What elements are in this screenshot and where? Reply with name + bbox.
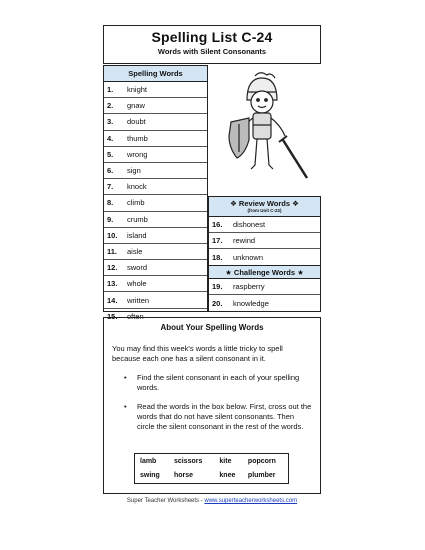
list-item <box>104 82 207 98</box>
item-word: knight <box>127 85 148 95</box>
item-number: 11. <box>107 246 118 256</box>
table-cell: horse <box>173 472 194 480</box>
item-word: rewind <box>233 236 256 245</box>
item-word: island <box>127 230 147 240</box>
list-item <box>209 279 320 295</box>
item-number: 14. <box>107 295 118 305</box>
item-word: often <box>127 312 144 322</box>
review-words-heading <box>209 197 320 217</box>
item-number: 6. <box>107 166 114 176</box>
spelling-words-heading: Spelling Words <box>104 66 207 82</box>
item-word: unknown <box>233 252 264 262</box>
item-word: knowledge <box>233 298 269 308</box>
item-number: 15. <box>107 312 118 322</box>
footer <box>103 498 321 504</box>
list-item <box>104 276 207 292</box>
item-number: 18. <box>212 252 223 262</box>
list-item <box>209 249 320 265</box>
item-number: 19. <box>212 282 223 291</box>
review-words-box <box>208 196 321 312</box>
about-box <box>103 317 321 494</box>
list-item <box>104 228 207 244</box>
item-word: whole <box>127 279 147 289</box>
table-cell: kite <box>219 457 232 465</box>
item-word: dishonest <box>233 220 266 229</box>
bullet-icon: • <box>124 402 127 411</box>
item-word: wrong <box>127 149 148 159</box>
item-word: crumb <box>127 214 148 224</box>
item-word: doubt <box>127 117 146 127</box>
table-cell: lamb <box>140 457 157 465</box>
list-item <box>104 195 207 211</box>
item-number: 1. <box>107 85 114 95</box>
list-item <box>104 292 207 308</box>
list-item <box>209 217 320 233</box>
item-number: 13. <box>107 279 118 289</box>
instruction-text: Find the silent consonant in each of your spelling words. <box>137 373 300 392</box>
item-number: 17. <box>212 236 223 245</box>
item-word: sign <box>127 166 141 176</box>
footer-text: Super Teacher Worksheets - <box>126 498 205 504</box>
table-cell: popcorn <box>247 457 276 465</box>
item-number: 2. <box>107 101 114 111</box>
list-item <box>209 295 320 311</box>
item-number: 12. <box>107 263 118 273</box>
list-item <box>104 147 207 163</box>
list-item <box>104 163 207 179</box>
item-number: 3. <box>107 117 114 127</box>
instruction-item <box>124 373 312 393</box>
item-word: aisle <box>127 246 143 256</box>
footer-link[interactable]: www.superteacherworksheets.com <box>204 498 298 504</box>
table-cell: plumber <box>247 472 276 480</box>
list-item <box>104 260 207 276</box>
word-box-table <box>134 453 289 484</box>
item-number: 9. <box>107 214 114 224</box>
knight-illustration <box>215 70 315 190</box>
list-item <box>104 244 207 260</box>
table-row <box>135 469 289 484</box>
list-item <box>104 179 207 195</box>
bullet-icon: • <box>124 373 127 382</box>
table-cell: scissors <box>173 457 203 465</box>
item-word: sword <box>127 263 148 273</box>
page-title: Spelling List C-24 <box>151 29 273 45</box>
list-item <box>104 131 207 147</box>
table-row <box>135 454 289 469</box>
item-word: written <box>127 295 150 305</box>
table-cell: knee <box>219 472 236 480</box>
list-item <box>104 98 207 114</box>
about-title: About Your Spelling Words <box>160 323 264 332</box>
title-box <box>103 25 321 64</box>
list-item <box>104 212 207 228</box>
item-word: raspberry <box>233 282 265 291</box>
item-word: thumb <box>127 133 148 143</box>
instruction-item <box>124 402 312 432</box>
challenge-words-heading: ★ Challenge Words ★ <box>209 265 320 279</box>
review-words-subtitle: (from Unit C-22) <box>247 208 282 213</box>
item-word: gnaw <box>127 101 145 111</box>
page-subtitle: Words with Silent Consonants <box>157 47 267 56</box>
list-item <box>209 233 320 249</box>
instruction-text: Read the words in the box below. First, cross out the words that do not have silent consonants. Then circle the silent consonant in the rest of the words. <box>137 402 312 431</box>
review-words-title: ❖ Review Words ❖ <box>230 199 299 208</box>
item-number: 20. <box>212 298 223 308</box>
item-word: climb <box>127 198 145 208</box>
item-word: knock <box>127 182 147 192</box>
table-cell: swing <box>140 472 160 480</box>
about-paragraph: You may find this week's words a little tricky to spell because each one has a silent consonant in it. <box>112 344 283 363</box>
item-number: 8. <box>107 198 114 208</box>
item-number: 10. <box>107 230 118 240</box>
list-item <box>104 114 207 130</box>
instruction-list <box>104 373 320 432</box>
item-number: 7. <box>107 182 114 192</box>
item-number: 4. <box>107 133 114 143</box>
item-number: 5. <box>107 149 114 159</box>
spelling-words-box <box>103 65 208 322</box>
item-number: 16. <box>212 220 223 229</box>
